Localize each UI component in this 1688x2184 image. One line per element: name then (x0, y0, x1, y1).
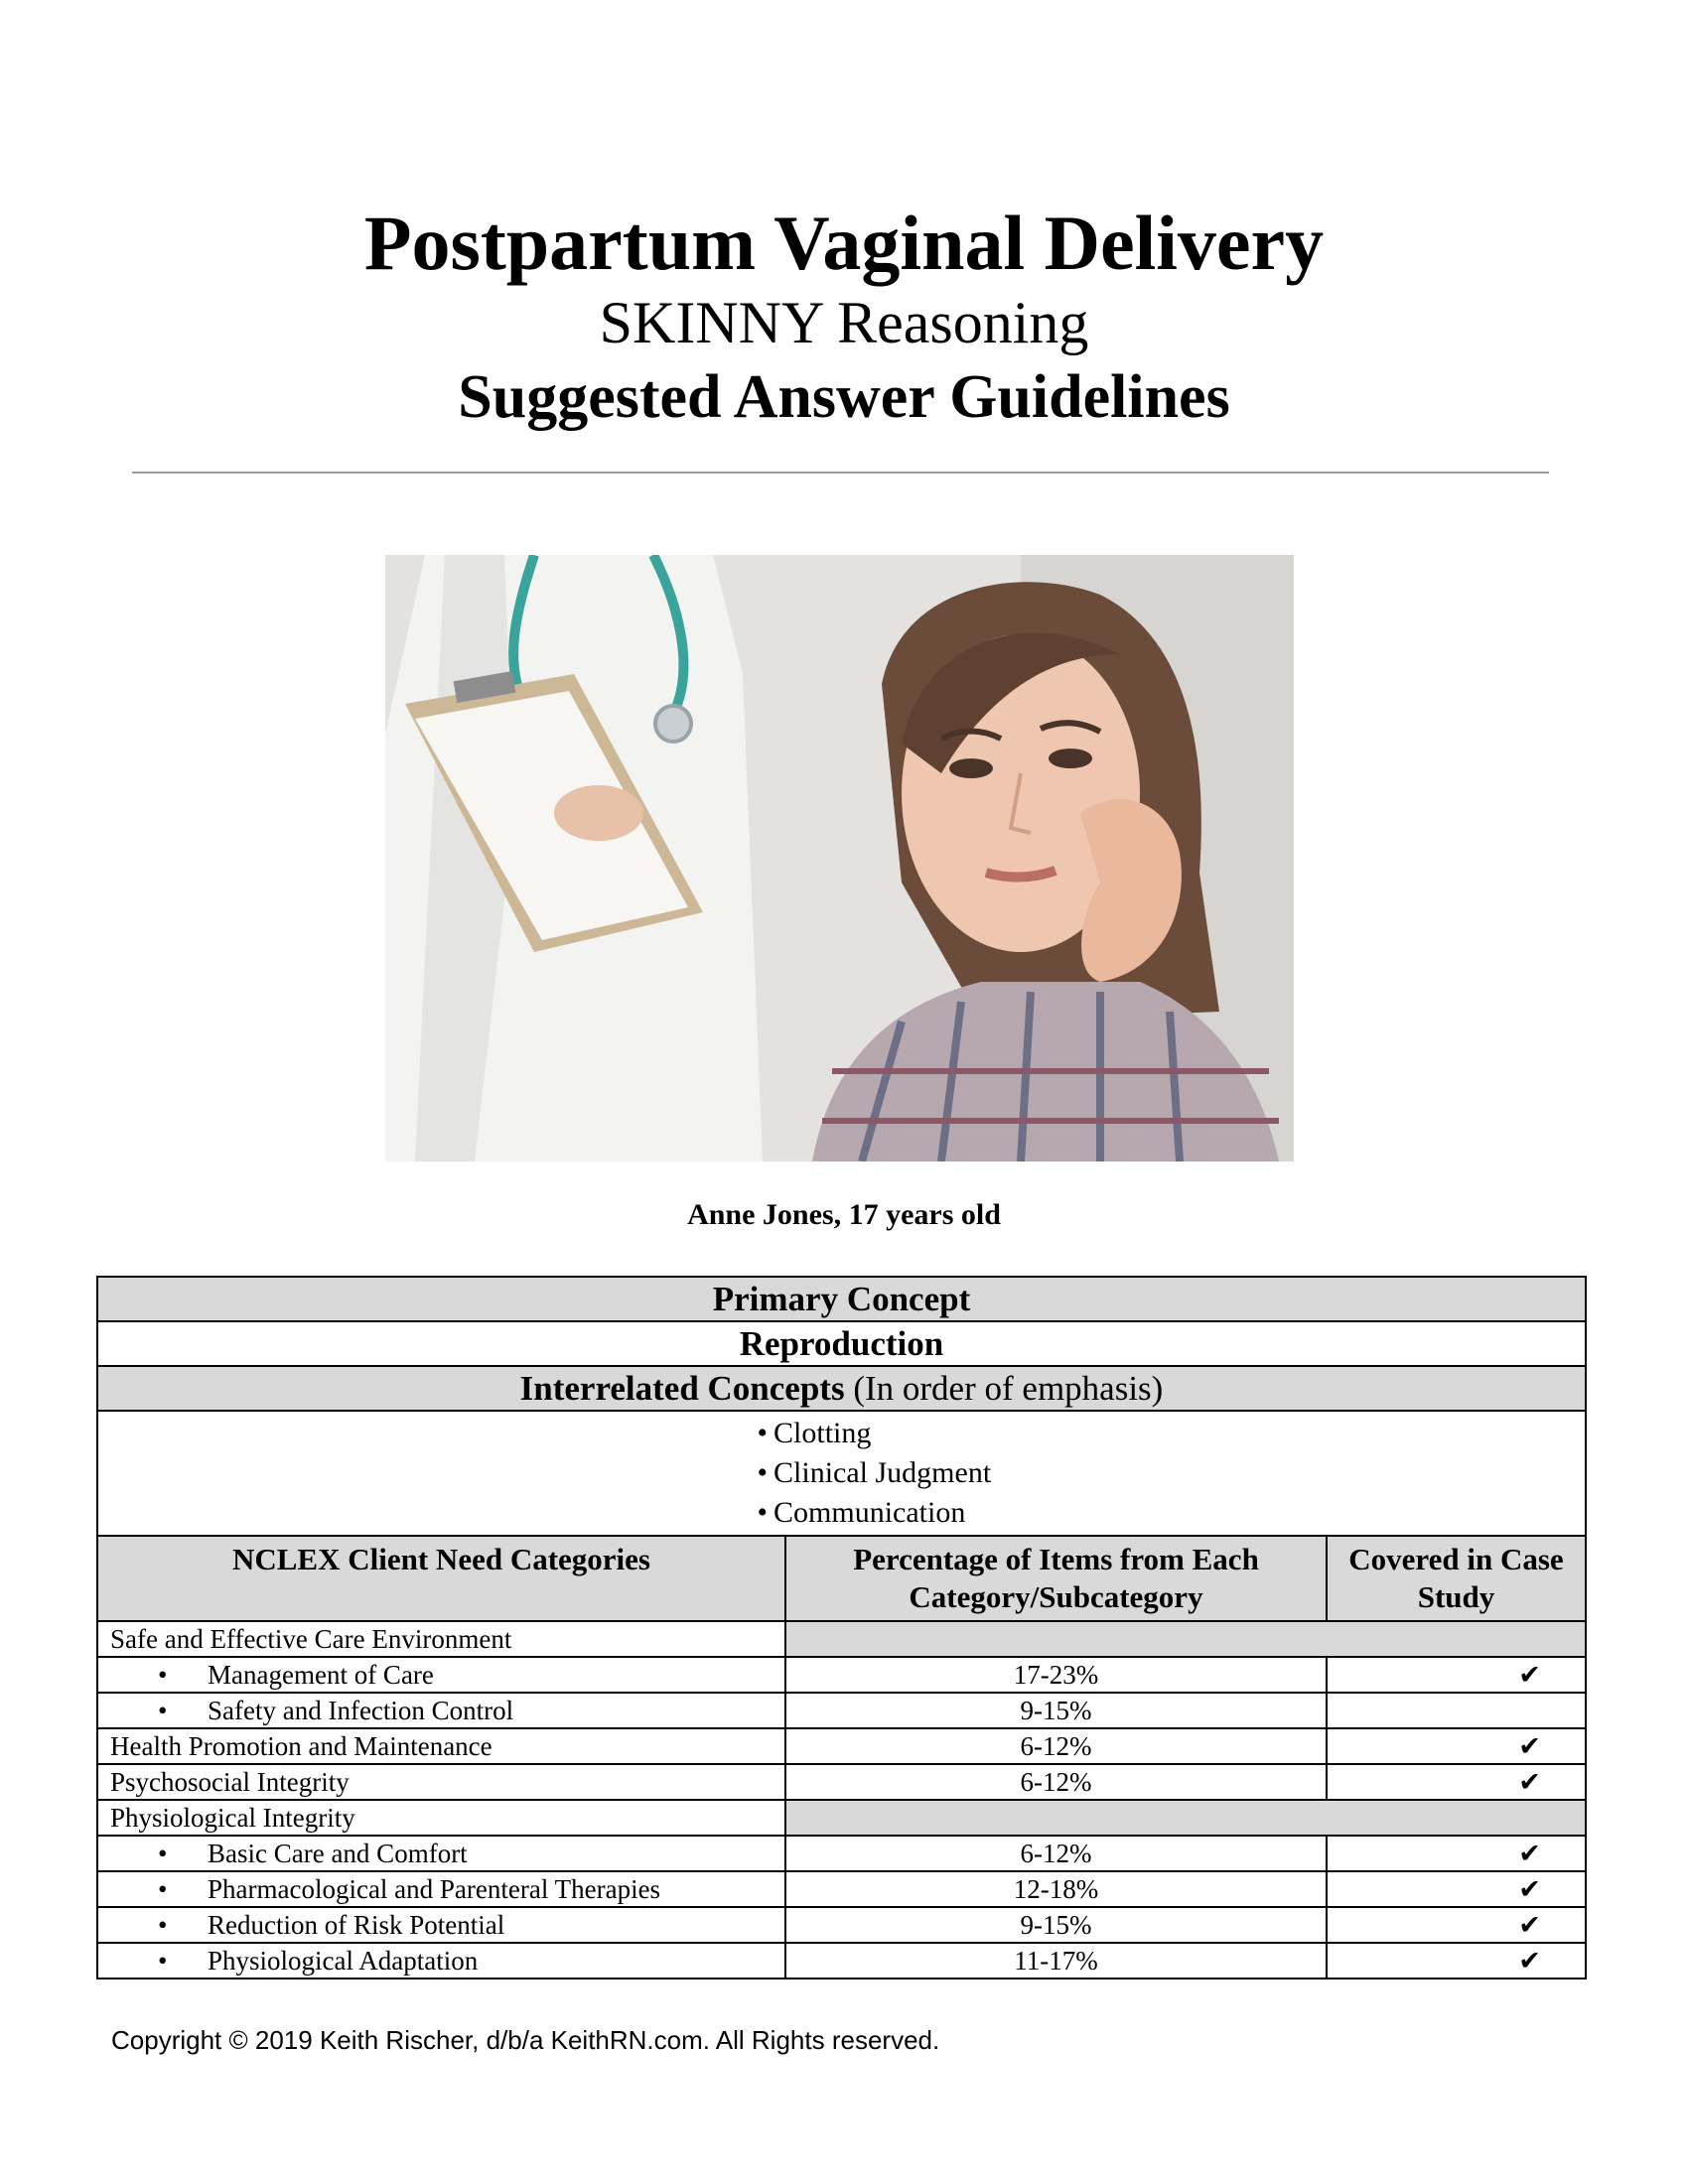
photo-caption: Anne Jones, 17 years old (687, 1198, 1001, 1231)
concepts-table (96, 1276, 1587, 1979)
bullet-icon: • (757, 1496, 769, 1529)
subcategory-label: Pharmacological and Parenteral Therapies (208, 1874, 661, 1904)
table-row (97, 1871, 1586, 1907)
table-row (97, 1800, 1586, 1836)
interrelated-concepts-note: (In order of emphasis) (844, 1369, 1164, 1408)
percentage-cell: 12-18% (785, 1871, 1327, 1907)
table-row (97, 1621, 1586, 1657)
subcategory-cell (97, 1836, 785, 1871)
interrelated-concepts-list-row (97, 1411, 1586, 1536)
primary-concept-label-row (97, 1277, 1586, 1321)
interrelated-concepts-list (98, 1414, 1585, 1533)
interrelated-concepts-header (97, 1366, 1586, 1411)
subcategory-label: Management of Care (208, 1660, 434, 1690)
primary-concept-value: Reproduction (97, 1321, 1586, 1366)
document-subtitle: SKINNY Reasoning (599, 290, 1089, 355)
table-row (97, 1764, 1586, 1800)
list-item (98, 1493, 1585, 1533)
nclex-header-category: NCLEX Client Need Categories (97, 1536, 785, 1621)
percentage-cell: 9-15% (785, 1693, 1327, 1728)
category-label: Physiological Integrity (97, 1800, 785, 1836)
nclex-header-covered: Covered in Case Study (1327, 1536, 1586, 1621)
subcategory-label: Basic Care and Comfort (208, 1839, 468, 1868)
table-row (97, 1657, 1586, 1693)
checkmark-icon: ✔ (1327, 1836, 1586, 1871)
subcategory-label: Physiological Adaptation (208, 1946, 479, 1976)
table-row (97, 1907, 1586, 1943)
percentage-cell: 17-23% (785, 1657, 1327, 1693)
checkmark-icon: ✔ (1327, 1943, 1586, 1979)
document-title: Postpartum Vaginal Delivery (363, 200, 1325, 286)
subcategory-cell (97, 1657, 785, 1693)
list-item (98, 1414, 1585, 1453)
table-row (97, 1728, 1586, 1764)
title-block (0, 199, 1688, 437)
primary-concept-label: Primary Concept (97, 1277, 1586, 1321)
nclex-header-percentage: Percentage of Items from Each Category/Subcategory (785, 1536, 1327, 1621)
percentage-cell: 6-12% (785, 1764, 1327, 1800)
bullet-icon: • (757, 1417, 769, 1449)
interrelated-concepts-cell (97, 1411, 1586, 1536)
subcategory-cell (97, 1907, 785, 1943)
interrelated-concepts-label: Interrelated Concepts (519, 1369, 845, 1408)
interrelated-concepts-label-row (97, 1366, 1586, 1411)
subcategory-cell (97, 1943, 785, 1979)
concept-text: Communication (774, 1496, 966, 1529)
category-label: Safe and Effective Care Environment (97, 1621, 785, 1657)
bullet-icon: • (158, 1660, 168, 1690)
list-item (98, 1453, 1585, 1493)
percentage-cell: 9-15% (785, 1907, 1327, 1943)
patient-photo (385, 555, 1294, 1161)
bullet-icon: • (158, 1839, 168, 1868)
percentage-cell: 11-17% (785, 1943, 1327, 1979)
category-label: Health Promotion and Maintenance (97, 1728, 785, 1764)
bullet-icon: • (757, 1456, 769, 1489)
table-row (97, 1943, 1586, 1979)
subcategory-label: Reduction of Risk Potential (208, 1910, 505, 1940)
nclex-header-row (97, 1536, 1586, 1621)
table-row (97, 1836, 1586, 1871)
bullet-icon: • (158, 1696, 168, 1725)
group-shade-cell (785, 1800, 1586, 1836)
copyright-footer: Copyright © 2019 Keith Rischer, d/b/a KeithRN.com. All Rights reserved. (111, 2025, 940, 2055)
group-shade-cell (785, 1621, 1586, 1657)
category-label: Psychosocial Integrity (97, 1764, 785, 1800)
concept-text: Clinical Judgment (774, 1456, 992, 1489)
covered-cell (1327, 1693, 1586, 1728)
document-heading: Suggested Answer Guidelines (458, 363, 1230, 431)
checkmark-icon: ✔ (1327, 1907, 1586, 1943)
checkmark-icon: ✔ (1327, 1871, 1586, 1907)
checkmark-icon: ✔ (1327, 1764, 1586, 1800)
percentage-cell: 6-12% (785, 1728, 1327, 1764)
bullet-icon: • (158, 1946, 168, 1976)
table-row (97, 1693, 1586, 1728)
percentage-cell: 6-12% (785, 1836, 1327, 1871)
concept-text: Clotting (774, 1417, 872, 1449)
subcategory-label: Safety and Infection Control (208, 1696, 514, 1725)
bullet-icon: • (158, 1910, 168, 1940)
bullet-icon: • (158, 1874, 168, 1904)
subcategory-cell (97, 1693, 785, 1728)
subcategory-cell (97, 1871, 785, 1907)
primary-concept-value-row (97, 1321, 1586, 1366)
checkmark-icon: ✔ (1327, 1657, 1586, 1693)
checkmark-icon: ✔ (1327, 1728, 1586, 1764)
header-divider (132, 472, 1549, 474)
